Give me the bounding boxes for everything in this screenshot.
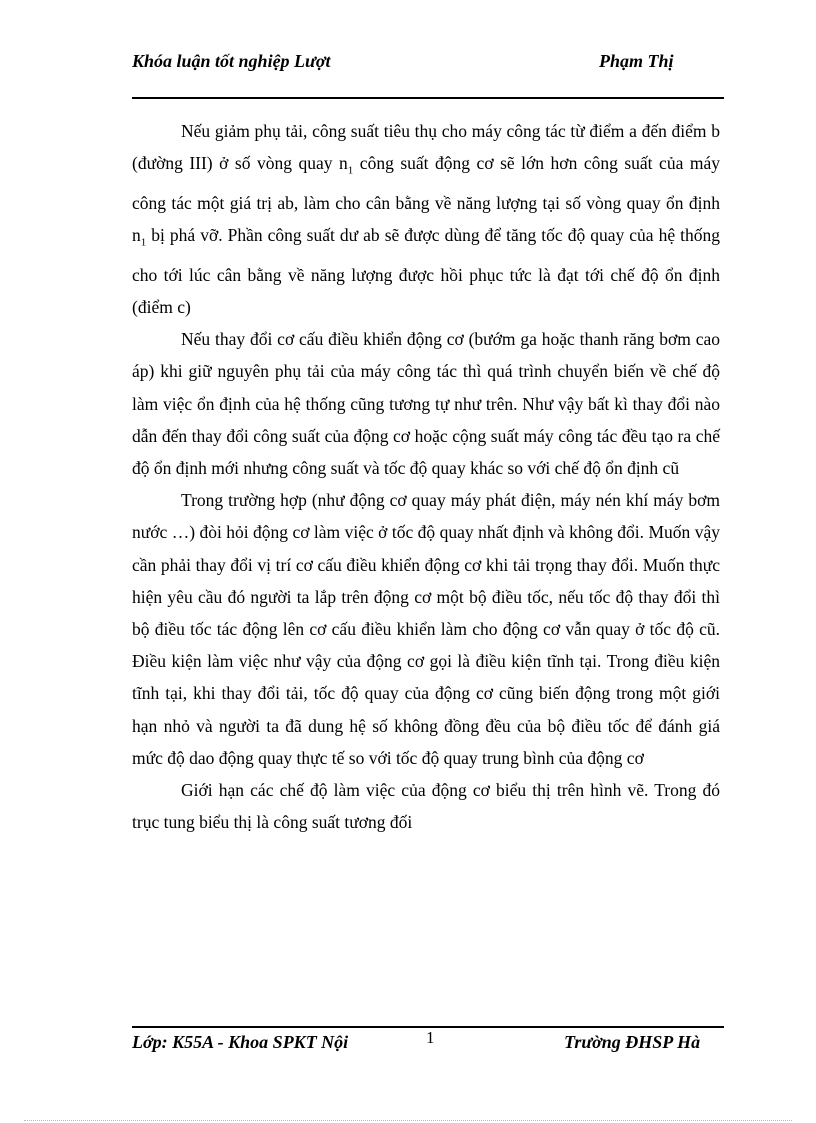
subscript-n1-a: 1 bbox=[347, 164, 354, 177]
document-body bbox=[132, 115, 720, 838]
page-number: 1 bbox=[426, 1028, 435, 1047]
paragraph-1 bbox=[132, 115, 720, 323]
paragraph-3: Trong trường hợp (như động cơ quay máy phát điện, máy nén khí máy bơm nước …) đòi hỏi động cơ làm việc ở tốc độ quay nhất định và không đổi. Muốn vậy cần phải thay đổi vị trí cơ cấu điều khiển động cơ khi tải trọng thay đổi. Muốn thực hiện yêu cầu đó người ta lắp trên động cơ một bộ điều tốc, nếu tốc độ thay đổi thì bộ điều tốc tác động lên cơ cấu điều khiển làm cho động cơ vẫn quay ở tốc độ cũ. Điều kiện làm việc như vậy của động cơ gọi là điều kiện tĩnh tại. Trong điều kiện tĩnh tại, khi thay đổi tải, tốc độ quay của động cơ cũng biến động trong một giới hạn nhỏ và người ta đã dung hệ số không đồng đều của bộ điều tốc để đánh giá mức độ dao động quay thực tế so với tốc độ quay trung bình của động cơ bbox=[132, 490, 720, 768]
paragraph-2: Nếu thay đổi cơ cấu điều khiển động cơ (bướm ga hoặc thanh răng bơm cao áp) khi giữ nguyên phụ tải của máy công tác thì quá trình chuyển biến về chế độ làm việc ổn định của hệ thống cũng tương tự như trên. Như vậy bất kì thay đổi nào dẫn đến thay đổi công suất của động cơ hoặc cộng suất máy công tác đều tạo ra chế độ ổn định mới nhưng công suất và tốc độ quay khác so với chế độ ổn định cũ bbox=[132, 329, 720, 479]
footer-university: Trường ĐHSP Hà bbox=[564, 1032, 701, 1052]
page-bottom-border bbox=[24, 1120, 792, 1121]
paragraph-1-text-a: Nếu giảm phụ tải, công suất tiêu thụ cho máy công tác từ điểm a đến điểm b (đường III) ở số vòng quay n bbox=[132, 121, 720, 174]
paragraph-4: Giới hạn các chế độ làm việc của động cơ biểu thị trên hình vẽ. Trong đó trục tung biểu thị là công suất tương đối bbox=[132, 780, 720, 833]
paragraph-1-text-b: công suất động cơ sẽ lớn hơn công suất của máy công tác một giá trị ab, làm cho cân bằng về năng lượng tại số vòng quay ổn định n bbox=[132, 153, 720, 246]
header-divider bbox=[132, 97, 724, 99]
subscript-n1-b: 1 bbox=[140, 236, 147, 249]
header-author-name: Phạm Thị bbox=[599, 51, 674, 71]
header-thesis-title: Khóa luận tốt nghiệp Lượt bbox=[132, 51, 331, 71]
paragraph-1-text-c: bị phá vỡ. Phần công suất dư ab sẽ được dùng để tăng tốc độ quay của hệ thống cho tới lúc cân bằng về năng lượng được hồi phục tức là đạt tới chế độ ổn định (điểm c) bbox=[132, 225, 720, 318]
footer-class-info: Lớp: K55A - Khoa SPKT Nội bbox=[132, 1032, 349, 1052]
page-footer bbox=[132, 1030, 724, 1080]
page-header bbox=[132, 50, 724, 98]
